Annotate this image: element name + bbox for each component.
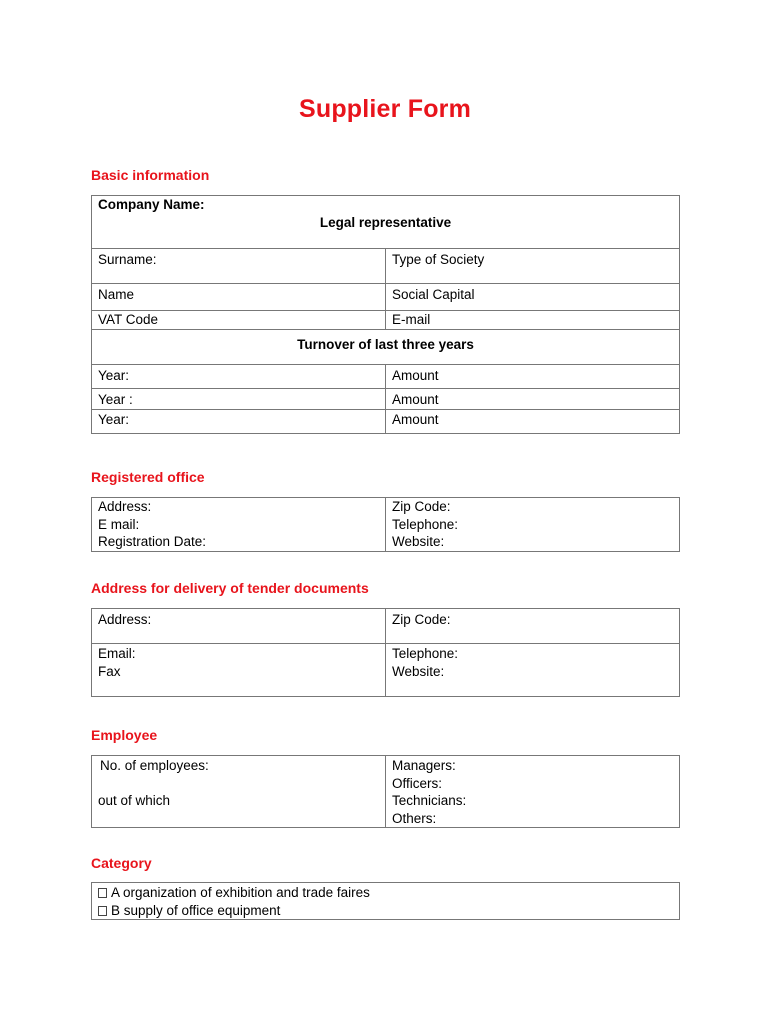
amount-field-1[interactable]: Amount: [386, 364, 680, 388]
delivery-address-table: [91, 608, 680, 697]
year-field-2[interactable]: Year :: [92, 388, 386, 409]
registered-office-left-cell[interactable]: [92, 498, 386, 552]
delivery-address-heading: Address for delivery of tender documents: [91, 580, 369, 596]
zip-code-field[interactable]: Zip Code:: [392, 499, 451, 514]
vat-code-field[interactable]: VAT Code: [92, 311, 386, 330]
no-of-employees-field[interactable]: No. of employees:: [100, 758, 209, 773]
out-of-which-label: out of which: [98, 792, 171, 808]
social-capital-field[interactable]: Social Capital: [386, 284, 680, 311]
delivery-right-cell[interactable]: [386, 644, 680, 697]
delivery-address-field[interactable]: Address:: [92, 609, 386, 644]
employee-right-cell[interactable]: [386, 756, 680, 828]
category-option-a[interactable]: A organization of exhibition and trade faires: [98, 884, 673, 902]
checkbox-icon[interactable]: [98, 906, 107, 916]
website-field[interactable]: Website:: [392, 534, 445, 549]
registered-office-heading: Registered office: [91, 469, 205, 485]
delivery-email-field[interactable]: Email:: [98, 646, 136, 661]
year-field-3[interactable]: Year:: [92, 409, 386, 433]
managers-field[interactable]: Managers:: [392, 758, 456, 773]
basic-information-table: [91, 195, 680, 434]
employee-table: [91, 755, 680, 828]
category-table: [91, 882, 680, 920]
company-name-field[interactable]: Company Name:: [92, 196, 680, 214]
email-field[interactable]: E-mail: [386, 311, 680, 330]
technicians-field[interactable]: Technicians:: [392, 793, 467, 808]
basic-information-heading: Basic information: [91, 167, 210, 183]
address-field[interactable]: Address:: [98, 499, 152, 514]
officers-field[interactable]: Officers:: [392, 775, 443, 791]
others-field[interactable]: Others:: [392, 810, 437, 826]
telephone-field[interactable]: Telephone:: [392, 516, 459, 532]
surname-field[interactable]: Surname:: [92, 249, 386, 284]
turnover-header: Turnover of last three years: [92, 329, 680, 364]
name-field[interactable]: Name: [92, 284, 386, 311]
registration-date-field[interactable]: Registration Date:: [98, 534, 207, 549]
category-option-b[interactable]: B supply of office equipment: [98, 902, 673, 920]
delivery-fax-field[interactable]: Fax: [98, 663, 121, 679]
page-title: Supplier Form: [298, 95, 472, 123]
type-of-society-field[interactable]: Type of Society: [386, 249, 680, 284]
category-heading: Category: [91, 855, 152, 871]
delivery-zip-code-field[interactable]: Zip Code:: [386, 609, 680, 644]
email-field[interactable]: E mail:: [98, 516, 140, 532]
category-options-cell: [92, 883, 680, 920]
amount-field-3[interactable]: Amount: [386, 409, 680, 433]
delivery-telephone-field[interactable]: Telephone:: [392, 646, 459, 661]
employee-heading: Employee: [91, 727, 158, 743]
amount-field-2[interactable]: Amount: [386, 388, 680, 409]
delivery-left-cell[interactable]: [92, 644, 386, 697]
year-field-1[interactable]: Year:: [92, 364, 386, 388]
checkbox-icon[interactable]: [98, 888, 107, 898]
delivery-website-field[interactable]: Website:: [392, 663, 445, 679]
employee-left-cell[interactable]: [92, 756, 386, 828]
registered-office-table: [91, 497, 680, 552]
registered-office-right-cell[interactable]: [386, 498, 680, 552]
legal-representative-header: Legal representative: [92, 214, 680, 249]
